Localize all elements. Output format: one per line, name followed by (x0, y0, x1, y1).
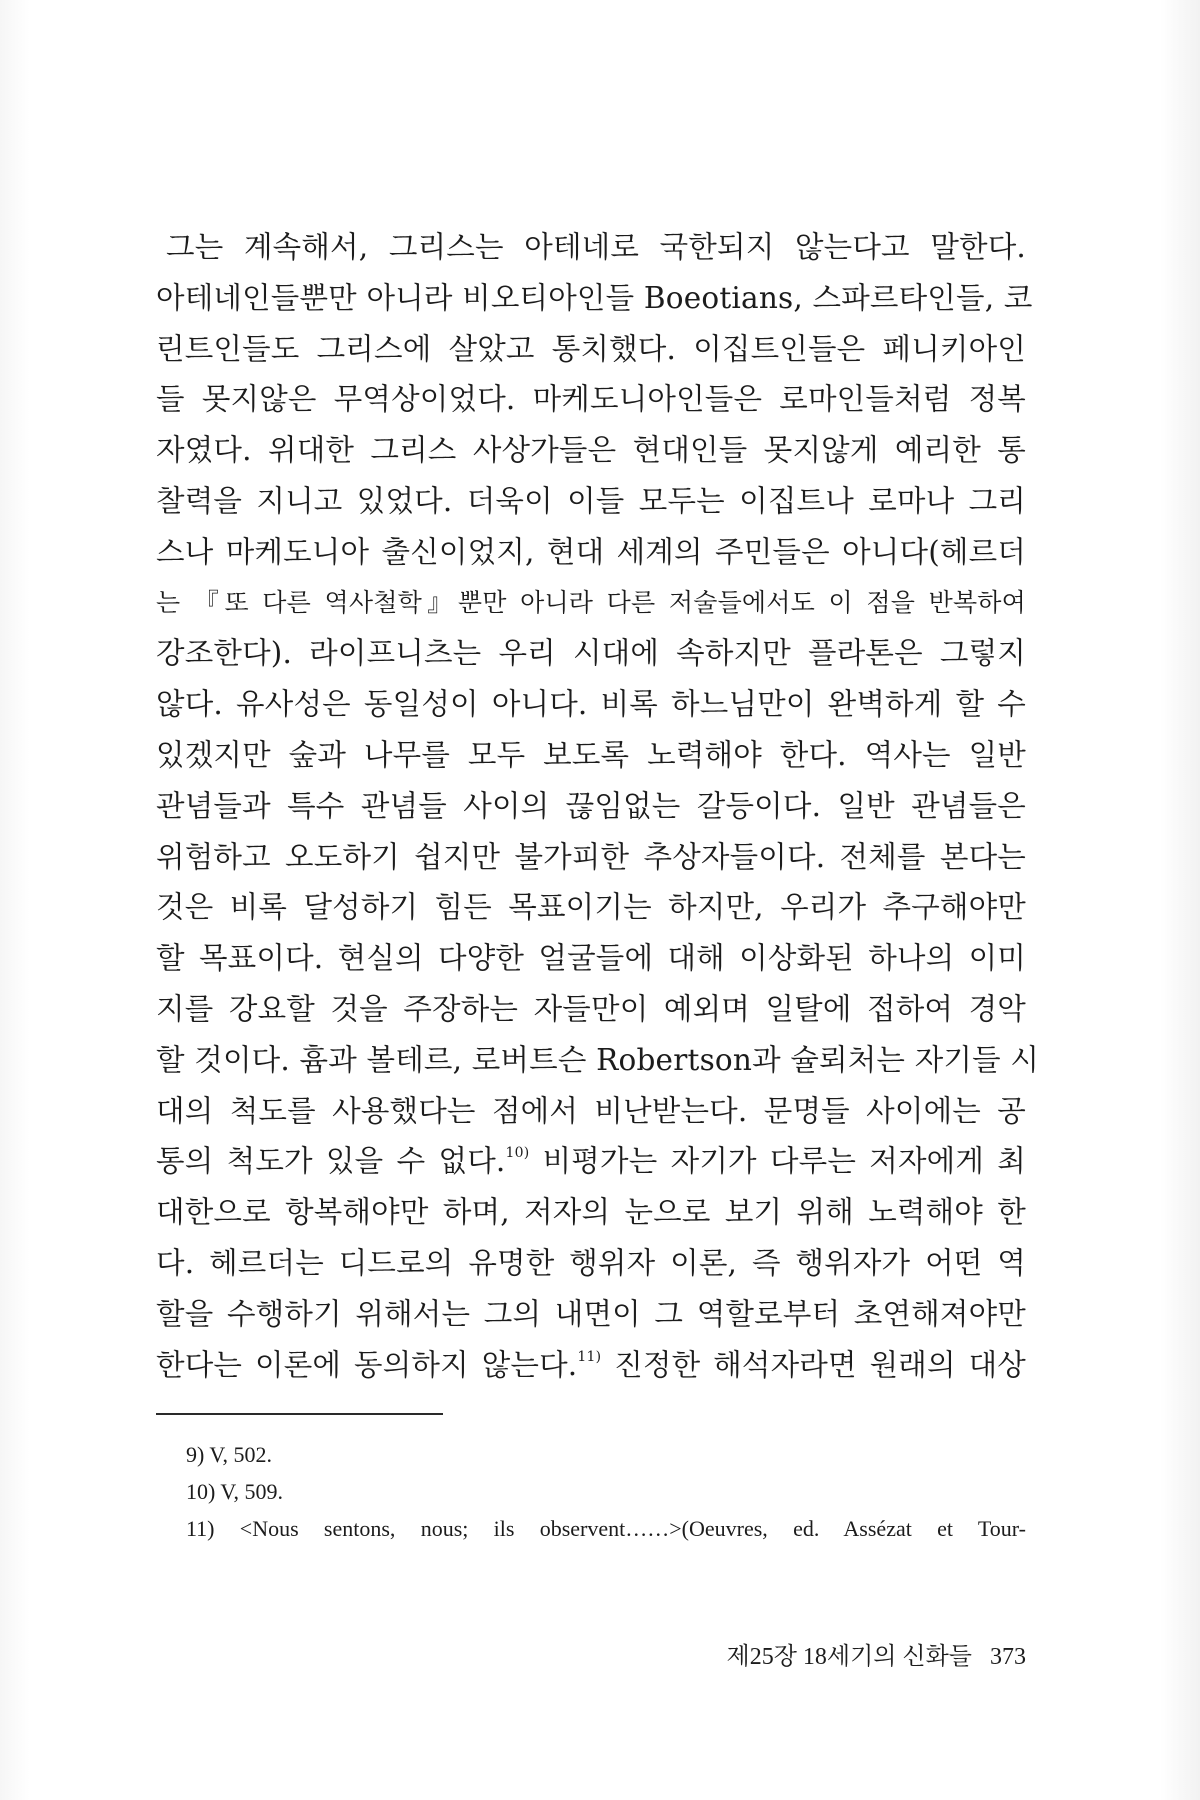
text-segment: 진정한 해석자라면 원래의 대상 (601, 1347, 1026, 1382)
text-line: 위험하고 오도하기 쉽지만 불가피한 추상자들이다. 전체를 본다는 (156, 839, 1026, 874)
text-line: 다. 헤르더는 디드로의 유명한 행위자 이론, 즉 행위자가 어떤 역 (156, 1245, 1026, 1280)
text-line: 대의 척도를 사용했다는 점에서 비난받는다. 문명들 사이에는 공 (156, 1093, 1026, 1128)
text-line: 할을 수행하기 위해서는 그의 내면이 그 역할로부터 초연해져야만 (156, 1296, 1026, 1331)
text-line: 대한으로 항복해야만 하며, 저자의 눈으로 보기 위해 노력해야 한 (156, 1195, 1026, 1230)
text-line: 아테네인들뿐만 아니라 비오티아인들 Boeotians, 스파르타인들, 코 (156, 280, 1033, 315)
text-line: 찰력을 지니고 있었다. 더욱이 이들 모두는 이집트나 로마나 그리 (156, 483, 1026, 518)
page-number: 373 (990, 1644, 1026, 1670)
text-line: 있겠지만 숲과 나무를 모두 보도록 노력해야 한다. 역사는 일반 (156, 737, 1026, 772)
text-line: 할 목표이다. 현실의 다양한 얼굴들에 대해 이상화된 하나의 이미 (156, 941, 1026, 976)
text-line: 는 『또 다른 역사철학』뿐만 아니라 다른 저술들에서도 이 점을 반복하여 (156, 587, 1026, 617)
footnote-10: 10) V, 509. (186, 1479, 283, 1504)
text-line: 않다. 유사성은 동일성이 아니다. 비록 하느님만이 완벽하게 할 수 (156, 687, 1026, 722)
text-line: 린트인들도 그리스에 살았고 통치했다. 이집트인들은 페니키아인 (156, 331, 1026, 366)
text-line (156, 1340, 1026, 1391)
text-line (156, 1136, 1026, 1187)
text-line: 강조한다). 라이프니츠는 우리 시대에 속하지만 플라톤은 그렇지 (156, 636, 1026, 671)
footnote-9: 9) V, 502. (186, 1442, 272, 1467)
text-line: 그는 계속해서, 그리스는 아테네로 국한되지 않는다고 말한다. (166, 230, 1026, 264)
text-line: 들 못지않은 무역상이었다. 마케도니아인들은 로마인들처럼 정복 (156, 382, 1026, 417)
chapter-title: 제25장 18세기의 신화들 (726, 1644, 972, 1670)
body-text (156, 222, 1040, 1390)
text-line: 것은 비록 달성하기 힘든 목표이기는 하지만, 우리가 추구해야만 (156, 890, 1026, 925)
text-line: 자였다. 위대한 그리스 사상가들은 현대인들 못지않게 예리한 통 (156, 433, 1026, 468)
footnote-divider (156, 1413, 443, 1415)
footnote-ref-10: 10) (505, 1145, 530, 1162)
text-line: 할 것이다. 흄과 볼테르, 로버트슨 Robertson과 슐뢰처는 자기들 시 (156, 1042, 1040, 1077)
text-segment: 비평가는 자기가 다루는 저자에게 최 (529, 1144, 1026, 1179)
footnotes (186, 1436, 1026, 1547)
text-segment: 한다는 이론에 동의하지 않는다. (156, 1347, 578, 1382)
text-line: 지를 강요할 것을 주장하는 자들만이 예외며 일탈에 접하여 경악 (156, 991, 1026, 1026)
text-line: 스나 마케도니아 출신이었지, 현대 세계의 주민들은 아니다(헤르더 (156, 534, 1026, 569)
text-segment: 통의 척도가 있을 수 없다. (156, 1144, 506, 1179)
running-footer (660, 1640, 1026, 1674)
footnote-11: 11) <Nous sentons, nous; ils observent……>(Oeuvres, ed. Assézat et Tour- (186, 1516, 1026, 1541)
footnote-ref-11: 11) (577, 1348, 602, 1365)
text-line: 관념들과 특수 관념들 사이의 끊임없는 갈등이다. 일반 관념들은 (156, 788, 1026, 823)
